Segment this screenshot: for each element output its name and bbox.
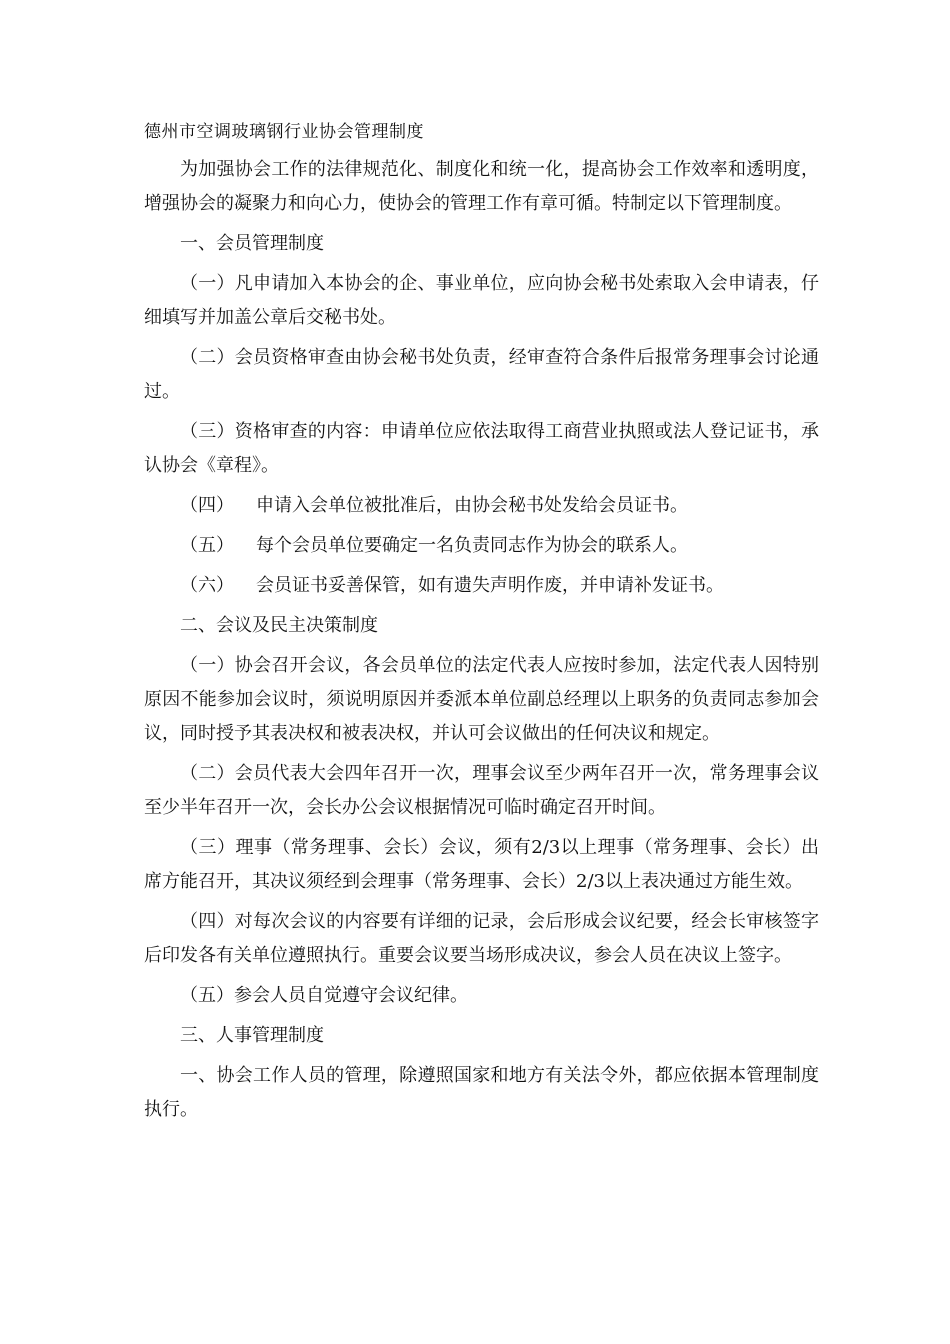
item-text: 资格审查的内容：申请单位应依法取得工商营业执照或法人登记证书，承认协会《章程》。 — [144, 421, 819, 476]
section-3-paragraph-1: 一、协会工作人员的管理，除遵照国家和地方有关法令外，都应依据本管理制度执行。 — [144, 1065, 819, 1120]
item-number: （一） — [180, 655, 235, 676]
section-1-item-6 — [144, 569, 819, 603]
item-number: （四） — [180, 495, 234, 516]
item-text: 对每次会议的内容要有详细的记录，会后形成会议纪要，经会长审核签字后印发各有关单位遵照执行。重要会议要当场形成决议，参会人员在决议上签字。 — [144, 911, 819, 966]
item-text: 会员代表大会四年召开一次，理事会议至少两年召开一次，常务理事会议至少半年召开一次，会长办公会议根据情况可临时确定召开时间。 — [144, 763, 819, 818]
item-number: （六） — [180, 575, 234, 596]
section-3-heading: 三、人事管理制度 — [180, 1025, 324, 1046]
item-text: 每个会员单位要确定一名负责同志作为协会的联系人。 — [256, 535, 688, 556]
section-1-heading: 一、会员管理制度 — [180, 233, 324, 254]
item-text: 理事（常务理事、会长）会议，须有2/3以上理事（常务理事、会长）出席方能召开，其决议须经到会理事（常务理事、会长）2/3以上表决通过方能生效。 — [144, 837, 820, 892]
section-2-item-1 — [144, 649, 819, 751]
item-text: 申请入会单位被批准后，由协会秘书处发给会员证书。 — [256, 495, 688, 516]
document-body — [144, 117, 819, 1133]
section-1-item-3 — [144, 415, 819, 483]
document-title: 德州市空调玻璃钢行业协会管理制度 — [144, 122, 424, 142]
section-1-item-4 — [144, 489, 819, 523]
section-2-heading: 二、会议及民主决策制度 — [180, 615, 378, 636]
section-2-item-5 — [144, 979, 819, 1013]
item-number: （二） — [180, 763, 235, 784]
section-2-item-2 — [144, 757, 819, 825]
item-text: 协会召开会议，各会员单位的法定代表人应按时参加，法定代表人因特别原因不能参加会议时，须说明原因并委派本单位副总经理以上职务的负责同志参加会议，同时授予其表决权和被表决权，并认可会议做出的任何决议和规定。 — [144, 655, 819, 744]
item-number: （四） — [180, 911, 235, 932]
item-text: 会员证书妥善保管，如有遗失声明作废，并申请补发证书。 — [256, 575, 724, 596]
item-number: （三） — [180, 837, 236, 858]
item-number: （五） — [180, 985, 234, 1006]
item-text: 会员资格审查由协会秘书处负责，经审查符合条件后报常务理事会讨论通过。 — [144, 347, 819, 402]
item-text: 凡申请加入本协会的企、事业单位，应向协会秘书处索取入会申请表，仔细填写并加盖公章后交秘书处。 — [144, 273, 819, 328]
section-2-item-3 — [144, 831, 819, 899]
item-text: 参会人员自觉遵守会议纪律。 — [234, 985, 468, 1006]
intro-paragraph: 为加强协会工作的法律规范化、制度化和统一化，提高协会工作效率和透明度，增强协会的凝聚力和向心力，使协会的管理工作有章可循。特制定以下管理制度。 — [144, 159, 819, 214]
item-number: （五） — [180, 535, 234, 556]
section-1-item-1 — [144, 267, 819, 335]
section-1-item-2 — [144, 341, 819, 409]
item-number: （一） — [180, 273, 235, 294]
section-2-item-4 — [144, 905, 819, 973]
item-number: （二） — [180, 347, 235, 368]
section-1-item-5 — [144, 529, 819, 563]
item-number: （三） — [180, 421, 235, 442]
